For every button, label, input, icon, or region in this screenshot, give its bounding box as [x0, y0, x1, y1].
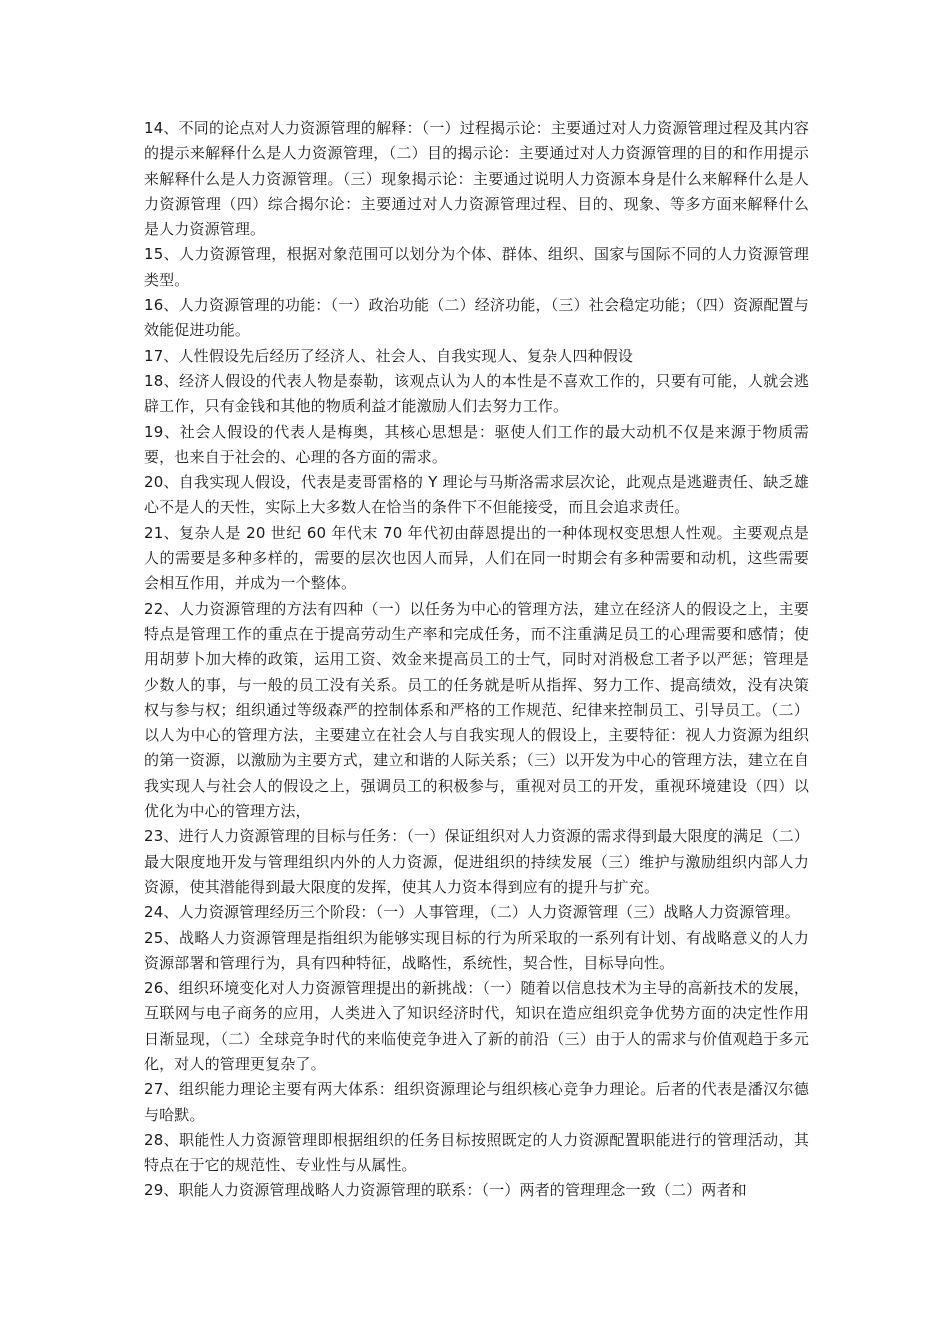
- paragraph-27: 27、组织能力理论主要有两大体系：组织资源理论与组织核心竞争力理论。后者的代表是潘汉尔德与哈默。: [144, 1080, 809, 1124]
- paragraph-24: 24、人力资源管理经历三个阶段：（一）人事管理，（二）人力资源管理（三）战略人力资源管理。: [144, 903, 800, 922]
- paragraph-23: 23、进行人力资源管理的目标与任务：（一）保证组织对人力资源的需求得到最大限度的满足（二）最大限度地开发与管理组织内外的人力资源，促进组织的持续发展（三）维护与激励组织内部人力资源，使其潜能得到最大限度的发挥，使其人力资本得到应有的提升与扩充。: [144, 827, 809, 896]
- paragraph-26: 26、组织环境变化对人力资源管理提出的新挑战：（一）随着以信息技术为主导的高新技术的发展，互联网与电子商务的应用，人类进入了知识经济时代，知识在造应组织竞争优势方面的决定性作用日渐显现，（二）全球竞争时代的来临使竞争进入了新的前沿（三）由于人的需求与价值观趋于多元化，对人的管理更复杂了。: [144, 979, 809, 1073]
- paragraph-15: 15、人力资源管理，根据对象范围可以划分为个体、群体、组织、国家与国际不同的人力资源管理类型。: [144, 245, 809, 289]
- paragraph-22: 22、人力资源管理的方法有四种（一）以任务为中心的管理方法，建立在经济人的假设之上，主要特点是管理工作的重点在于提高劳动生产率和完成任务，而不注重满足员工的心理需要和感情；使用胡萝卜加大棒的政策，运用工资、效金来提高员工的士气，同时对消极怠工者予以严惩；管理是少数人的事，与一般的员工没有关系。员工的任务就是听从指挥、努力工作、提高绩效，没有决策权与参与权；组织通过等级森严的控制体系和严格的工作规范、纪律来控制员工、引导员工。（二）以人为中心的管理方法，主要建立在社会人与自我实现人的假设上，主要特征：视人力资源为组织的第一资源，以激励为主要方式，建立和谐的人际关系；（三）以开发为中心的管理方法，建立在自我实现人与社会人的假设之上，强调员工的积极参与，重视对员工的开发，重视环境建设（四）以优化为中心的管理方法，: [144, 599, 809, 821]
- document-body: [144, 116, 809, 1204]
- paragraph-25: 25、战略人力资源管理是指组织为能够实现目标的行为所采取的一系列有计划、有战略意义的人力资源部署和管理行为，具有四种特征，战略性，系统性，契合性，目标导向性。: [144, 928, 809, 972]
- paragraph-16: 16、人力资源管理的功能：（一）政治功能（二）经济功能，（三）社会稳定功能；（四）资源配置与效能促进功能。: [144, 296, 809, 340]
- paragraph-28: 28、职能性人力资源管理即根据组织的任务目标按照既定的人力资源配置职能进行的管理活动，其特点在于它的规范性、专业性与从属性。: [144, 1130, 809, 1175]
- paragraph-18: 18、经济人假设的代表人物是泰勒，该观点认为人的本性是不喜欢工作的，只要有可能，人就会逃辟工作，只有金钱和其他的物质利益才能激励人们去努力工作。: [144, 371, 809, 416]
- paragraph-14: 14、不同的论点对人力资源管理的解释：（一）过程揭示论：主要通过对人力资源管理过程及其内容的提示来解释什么是人力资源管理，（二）目的揭示论：主要通过对人力资源管理的目的和作用提示来解释什么是人力资源管理。（三）现象揭示论：主要通过说明人力资源本身是什么来解释什么是人力资源管理（四）综合揭尔论：主要通过对人力资源管理过程、目的、现象、等多方面来解释什么是人力资源管理。: [144, 119, 809, 239]
- paragraph-20: 20、自我实现人假设，代表是麦哥雷格的 Y 理论与马斯洛需求层次论，此观点是逃避责任、缺乏雄心不是人的天性，实际上大多数人在恰当的条件下不但能接受，而且会追求责任。: [144, 473, 809, 517]
- paragraph-19: 19、社会人假设的代表人是梅奥，其核心思想是：驱使人们工作的最大动机不仅是来源于物质需要，也来自于社会的、心理的各方面的需求。: [144, 422, 809, 466]
- paragraph-21: 21、复杂人是 20 世纪 60 年代末 70 年代初由薛恩提出的一种体现权变思想人性观。主要观点是人的需要是多种多样的，需要的层次也因人而异，人们在同一时期会有多种需要和动机，这些需要会相互作用，并成为一个整体。: [144, 523, 809, 593]
- paragraph-17: 17、人性假设先后经历了经济人、社会人、自我实现人、复杂人四种假设: [144, 346, 634, 365]
- paragraph-29: 29、职能人力资源管理战略人力资源管理的联系：（一）两者的管理理念一致（二）两者和: [144, 1181, 747, 1200]
